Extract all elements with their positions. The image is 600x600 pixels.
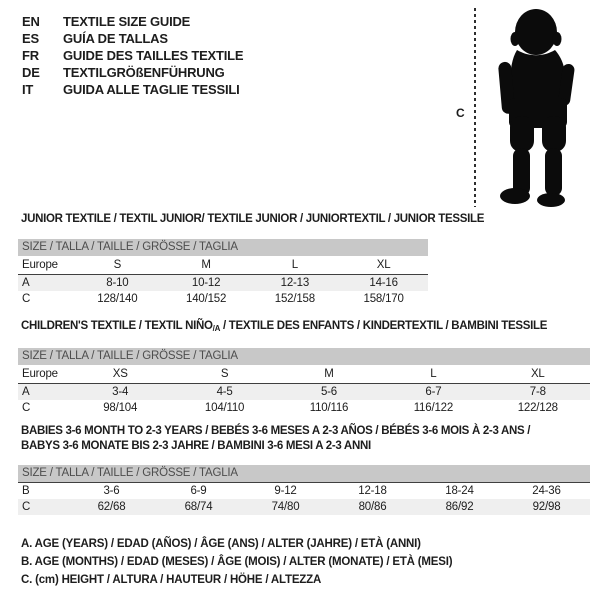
table-title-part: CHILDREN'S TEXTILE / TEXTIL NIÑO [21,320,213,332]
table-cell: 3-4 [112,386,129,398]
column-header: XL [376,259,391,271]
column-header-row [18,256,428,274]
language-row-fr [22,47,243,64]
language-title-block [22,13,243,98]
table-cell: 80/86 [358,501,387,513]
row-label: C [22,501,31,513]
table-cell: 3-6 [103,485,120,497]
table-row [18,483,590,499]
table-cell: 158/170 [363,293,404,305]
table-cell: 6-7 [425,386,442,398]
table-children [18,319,590,416]
baby-silhouette-image [484,8,592,208]
table-title [18,424,590,454]
table-row [18,499,590,515]
table-cell: 9-12 [274,485,297,497]
size-header-bar: SIZE / TALLA / TAILLE / GRÖSSE / TAGLIA [18,239,428,256]
table-cell: 128/140 [97,293,138,305]
table-cell: 140/152 [186,293,227,305]
table-cell: 12-18 [358,485,387,497]
table-title [18,319,590,336]
table-cell: 24-36 [532,485,561,497]
column-header: L [291,259,298,271]
table-cell: 12-13 [280,277,310,289]
table-cell: 152/158 [274,293,315,305]
legend-notes [18,535,452,589]
language-row-it [22,81,243,98]
column-header: S [113,259,122,271]
language-row-en [22,13,243,30]
language-title: GUIDA ALLE TAGLIE TESSILI [63,82,240,97]
column-header: M [324,368,334,380]
region-label: Europe [22,259,58,271]
table-cell: 74/80 [271,501,300,513]
table-cell: 8-10 [106,277,129,289]
table-cell: 104/110 [204,402,245,414]
language-code: ES [22,31,39,46]
language-code: FR [22,48,39,63]
table-cell: 7-8 [529,386,546,398]
column-header: M [201,259,211,271]
column-header: S [220,368,229,380]
table-title-line: BABIES 3-6 MONTH TO 2-3 YEARS / BEBÉS 3-6 MESES A 2-3 AÑOS / BÉBÉS 3-6 MOIS À 2-3 ANS / [21,425,531,437]
table-cell: 110/116 [309,402,349,414]
table-cell: 18-24 [445,485,474,497]
table-cell: 62/68 [97,501,126,513]
height-dashed-line [474,8,476,207]
size-header-bar: SIZE / TALLA / TAILLE / GRÖSSE / TAGLIA [18,465,590,482]
table-cell: 116/122 [413,402,454,414]
table-title-subscript: /A [212,324,221,333]
table-cell: 92/98 [532,501,561,513]
table-cell: 6-9 [190,485,207,497]
table-cell: 10-12 [191,277,221,289]
table-cell: 4-5 [216,386,233,398]
table-cell: 5-6 [320,386,337,398]
table-cell: 86/92 [445,501,474,513]
table-title: JUNIOR TEXTILE / TEXTIL JUNIOR/ TEXTILE JUNIOR / JUNIORTEXTIL / JUNIOR TESSILE [21,213,485,225]
note-age-months: B. AGE (MONTHS) / EDAD (MESES) / ÂGE (MOIS) / ALTER (MONATE) / ETÀ (MESI) [21,556,453,568]
column-header: XS [112,368,128,380]
language-code: EN [22,14,40,29]
language-title: GUÍA DE TALLAS [63,31,168,46]
language-row-es [22,30,243,47]
table-row [18,384,590,400]
language-code: DE [22,65,40,80]
table-cell: 98/104 [103,402,138,414]
table-row [18,291,428,307]
row-label: A [22,386,30,398]
note-age-years: A. AGE (YEARS) / EDAD (AÑOS) / ÂGE (ANS) / ALTER (JAHRE) / ETÀ (ANNI) [21,538,421,550]
table-babies [18,424,590,515]
table-junior [18,212,485,307]
row-label: C [22,293,31,305]
column-header-row [18,365,590,383]
table-title-line: BABYS 3-6 MONATE BIS 2-3 JAHRE / BAMBINI 3-6 MESI A 2-3 ANNI [21,440,371,452]
table-row [18,275,428,291]
height-measure-label: C [456,106,465,120]
table-cell: 14-16 [369,277,398,289]
region-label: Europe [22,368,58,380]
language-code: IT [22,82,34,97]
note-height-cm: C. (cm) HEIGHT / ALTURA / HAUTEUR / HÖHE / ALTEZZA [21,574,322,586]
language-title: TEXTILE SIZE GUIDE [63,14,191,29]
language-title: TEXTILGRÖßENFÜHRUNG [63,65,225,80]
column-header: L [430,368,437,380]
column-header: XL [530,368,545,380]
language-row-de [22,64,243,81]
language-title: GUIDE DES TAILLES TEXTILE [63,48,244,63]
size-header-bar: SIZE / TALLA / TAILLE / GRÖSSE / TAGLIA [18,348,590,365]
table-cell: 122/128 [517,402,558,414]
row-label: A [22,277,30,289]
row-label: B [22,485,30,497]
table-title-part: / TEXTILE DES ENFANTS / KINDERTEXTIL / BAMBINI TESSILE [220,320,548,332]
table-cell: 68/74 [184,501,213,513]
table-row [18,400,590,416]
row-label: C [22,402,31,414]
